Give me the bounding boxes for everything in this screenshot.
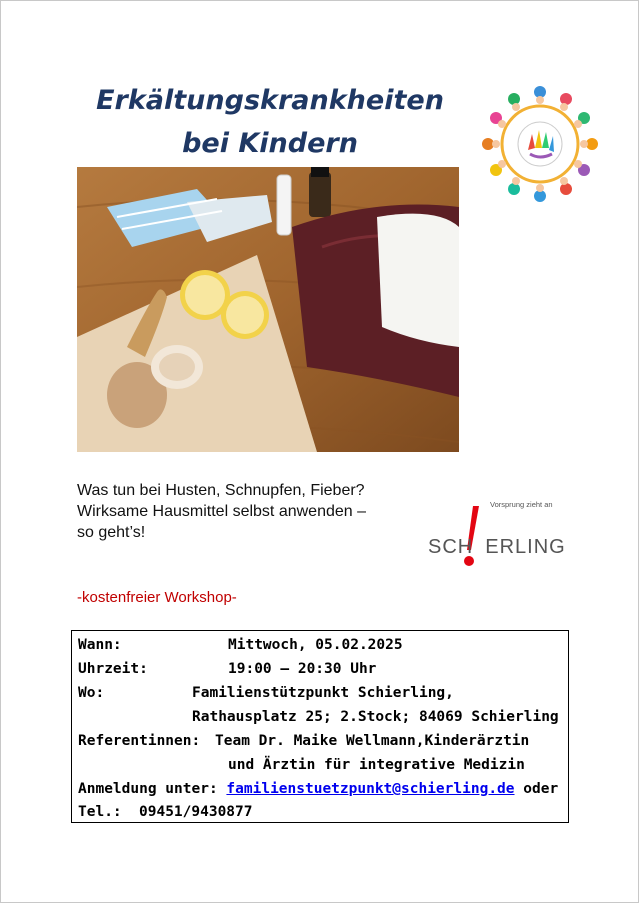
logo-wordmark-left: SCH — [428, 536, 474, 558]
tel-value: 09451/9430877 — [139, 804, 253, 820]
page-title-line2: bei Kindern — [182, 128, 358, 159]
time-label: Uhrzeit: — [78, 661, 148, 677]
time-value: 19:00 – 20:30 Uhr — [228, 661, 377, 677]
event-info-box — [71, 630, 569, 823]
children-circle-logo — [478, 82, 602, 206]
logo-wordmark-right: ERLING — [485, 536, 566, 558]
where-value-line2: Rathausplatz 25; 2.Stock; 84069 Schierling — [192, 709, 559, 725]
page-title-line1: Erkältungskrankheiten — [96, 85, 444, 116]
intro-line3: so geht’s! — [77, 524, 146, 541]
where-label: Wo: — [78, 685, 105, 701]
when-value: Mittwoch, 05.02.2025 — [228, 637, 403, 653]
schierling-logo — [428, 500, 568, 570]
when-label: Wann: — [78, 637, 122, 653]
intro-line1: Was tun bei Husten, Schnupfen, Fieber? — [77, 482, 365, 499]
tel-label: Tel.: — [78, 804, 122, 820]
logo-tagline: Vorsprung zieht an — [490, 500, 553, 509]
intro-line2: Wirksame Hausmittel selbst anwenden – — [77, 503, 367, 520]
home-remedies-photo — [77, 167, 459, 452]
register-or: oder — [523, 781, 559, 797]
speakers-value-line2: und Ärztin für integrative Medizin — [228, 757, 525, 773]
speakers-label: Referentinnen: — [78, 733, 201, 749]
hands-emblem — [518, 122, 562, 166]
intro-text — [77, 480, 366, 543]
logo-wordmark — [428, 536, 566, 559]
registration-line — [78, 781, 558, 797]
register-email-link[interactable]: familienstuetzpunkt@schierling.de — [226, 781, 515, 797]
speakers-value-line1: Team Dr. Maike Wellmann,Kinderärztin — [215, 733, 530, 749]
register-label: Anmeldung unter: — [78, 781, 218, 797]
where-value-line1: Familienstützpunkt Schierling, — [192, 685, 454, 701]
workshop-label: -kostenfreier Workshop- — [77, 589, 237, 606]
